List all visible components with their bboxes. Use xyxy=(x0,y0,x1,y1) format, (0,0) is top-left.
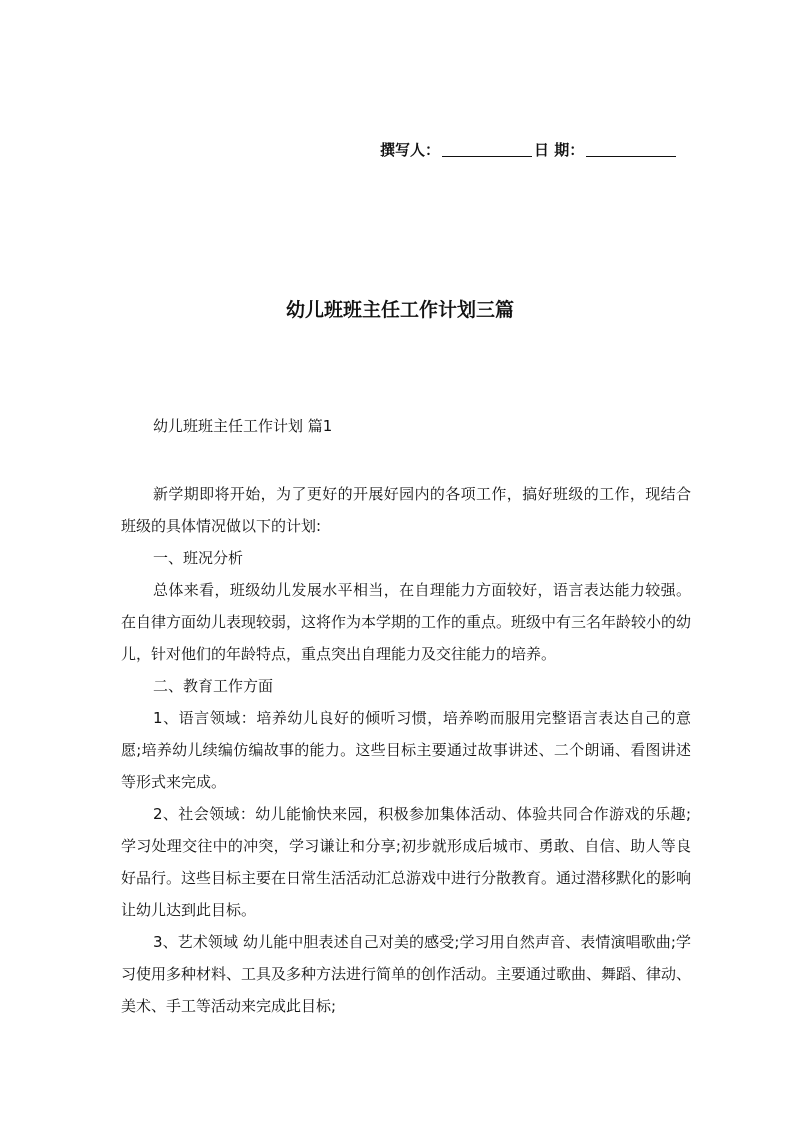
paragraph-heading-class-analysis: 一、班况分析 xyxy=(153,549,244,567)
document-body xyxy=(121,478,691,1022)
author-label: 撰写人： xyxy=(380,141,441,159)
author-date-line xyxy=(380,138,690,162)
author-blank-field xyxy=(442,140,532,157)
paragraph-language-domain: 1、语言领域：培养幼儿良好的倾听习惯，培养哟而服用完整语言表达自己的意愿;培养幼儿续编仿编故事的能力。这些目标主要通过故事讲述、二个朗诵、看图讲述等形式来完成。 xyxy=(121,709,691,791)
section-heading: 幼儿班班主任工作计划 篇1 xyxy=(153,417,333,435)
paragraph-heading-education: 二、教育工作方面 xyxy=(153,677,274,695)
paragraph-art-domain: 3、艺术领域 幼儿能中胆表述自己对美的感受;学习用自然声音、表情演唱歌曲;学习使用多种材料、工具及多种方法进行简单的创作活动。主要通过歌曲、舞蹈、律动、美术、手工等活动来完成此目标; xyxy=(121,933,692,1015)
document-title: 幼儿班班主任工作计划三篇 xyxy=(285,299,514,321)
paragraph-social-domain: 2、社会领域：幼儿能愉快来园，积极参加集体活动、体验共同合作游戏的乐趣;学习处理交往中的冲突，学习谦让和分享;初步就形成后城市、勇敢、自信、助人等良好品行。这些目标主要在日常生活活动汇总游戏中进行分散教育。通过潜移默化的影响让幼儿达到此目标。 xyxy=(121,805,692,919)
date-blank-field xyxy=(586,140,676,157)
paragraph-class-analysis: 总体来看，班级幼儿发展水平相当，在自理能力方面较好，语言表达能力较强。在自律方面幼儿表现较弱，这将作为本学期的工作的重点。班级中有三名年龄较小的幼儿，针对他们的年龄特点，重点突出自理能力及交往能力的培养。 xyxy=(121,581,692,663)
paragraph-intro: 新学期即将开始，为了更好的开展好园内的各项工作，搞好班级的工作，现结合班级的具体情况做以下的计划: xyxy=(121,485,691,535)
date-label: 日 期： xyxy=(534,141,585,159)
